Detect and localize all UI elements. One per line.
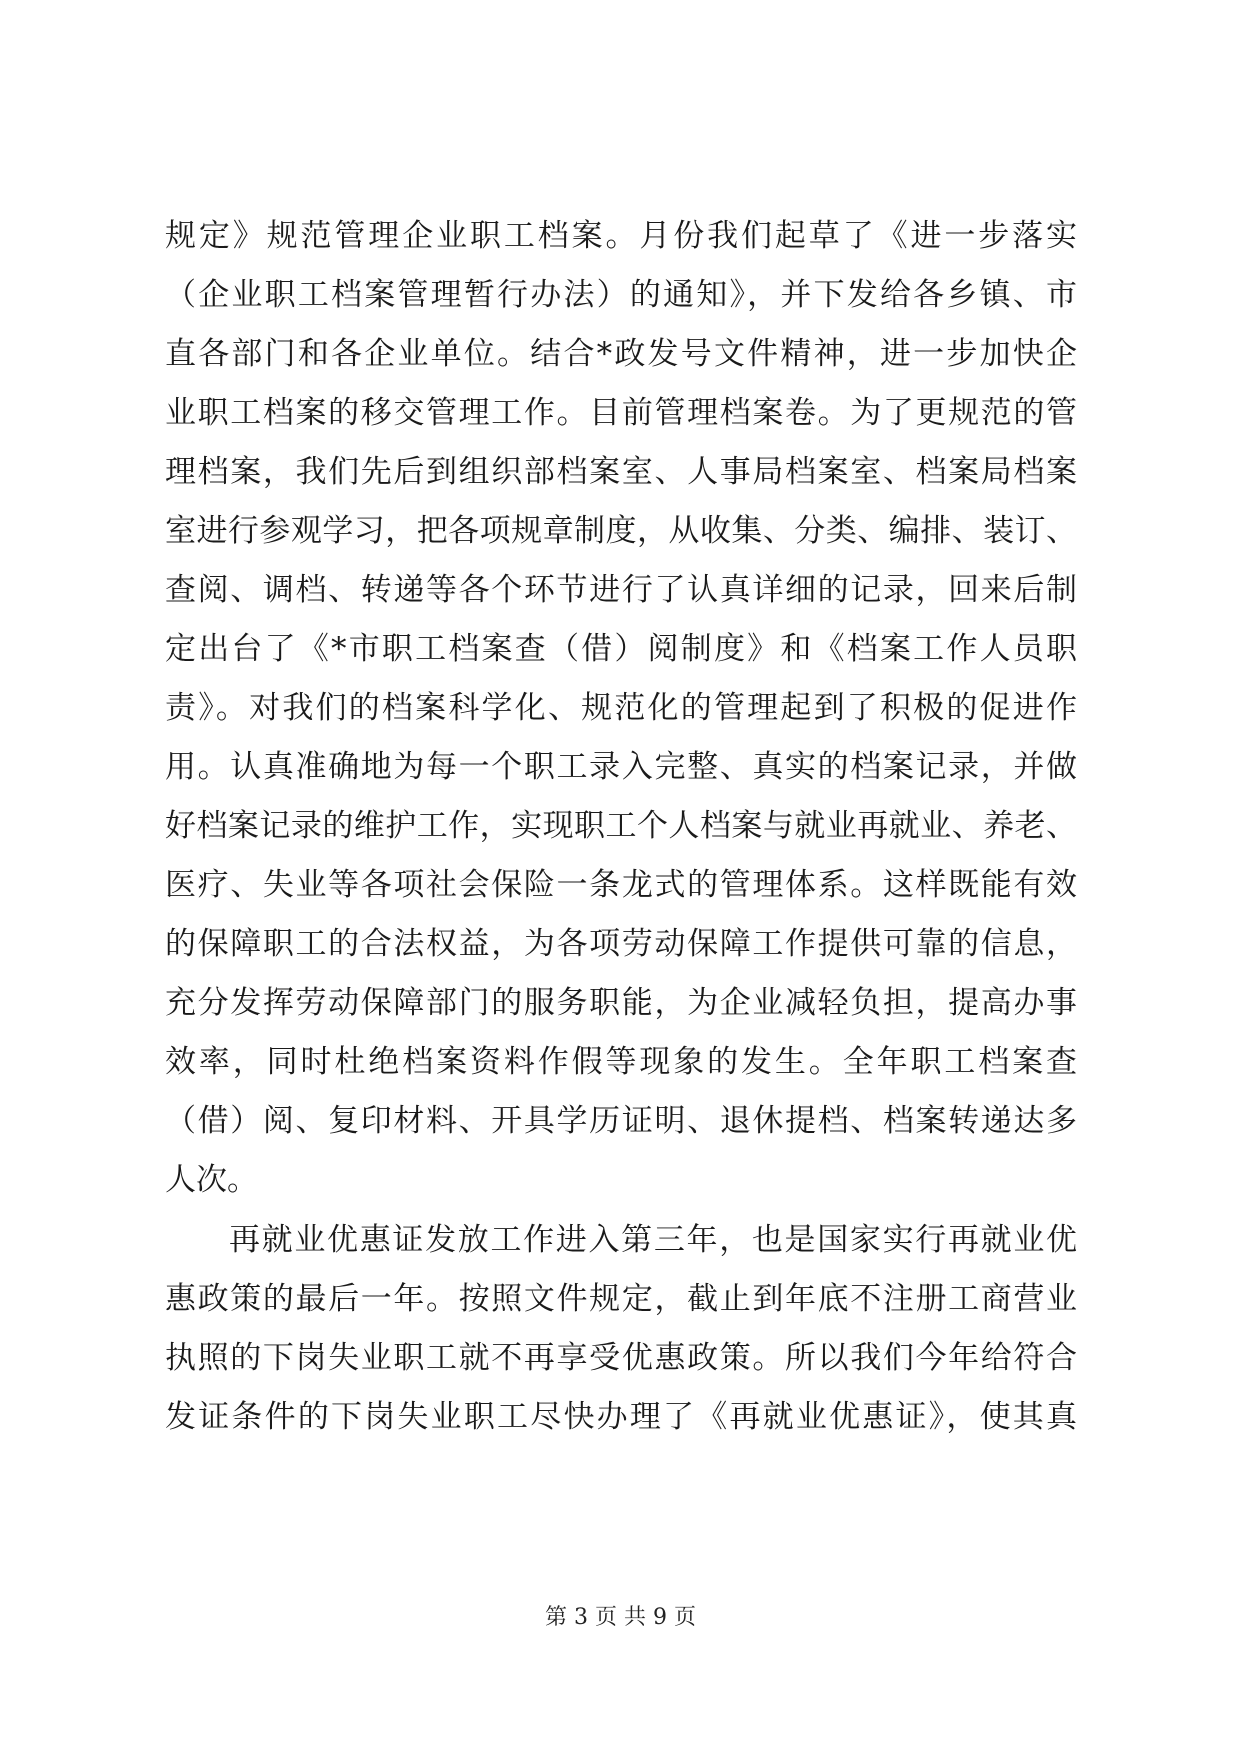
text-line: 人次。 (165, 1162, 258, 1198)
text-line: 直各部门和各企业单位。结合*政发号文件精神，进一步加快企 (165, 336, 1077, 372)
text-line: 执照的下岗失业职工就不再享受优惠政策。所以我们今年给符合 (165, 1340, 1077, 1376)
text-line: 业职工档案的移交管理工作。目前管理档案卷。为了更规范的管 (165, 395, 1077, 431)
text-line: 发证条件的下岗失业职工尽快办理了《再就业优惠证》，使其真 (165, 1399, 1077, 1435)
text-line: 效率，同时杜绝档案资料作假等现象的发生。全年职工档案查 (165, 1044, 1077, 1080)
text-line: 责》。对我们的档案科学化、规范化的管理起到了积极的促进作 (165, 690, 1077, 726)
text-line: 惠政策的最后一年。按照文件规定，截止到年底不注册工商营业 (165, 1281, 1077, 1317)
text-line: 充分发挥劳动保障部门的服务职能，为企业减轻负担，提高办事 (165, 985, 1077, 1021)
text-line: 用。认真准确地为每一个职工录入完整、真实的档案记录，并做 (165, 749, 1077, 785)
text-line: 医疗、失业等各项社会保险一条龙式的管理体系。这样既能有效 (165, 867, 1077, 903)
text-line: 室进行参观学习，把各项规章制度，从收集、分类、编排、装订、 (165, 513, 1077, 549)
text-line: 查阅、调档、转递等各个环节进行了认真详细的记录，回来后制 (165, 572, 1077, 608)
text-line: （企业职工档案管理暂行办法）的通知》，并下发给各乡镇、市 (165, 277, 1077, 313)
text-line: 定出台了《*市职工档案查（借）阅制度》和《档案工作人员职 (165, 631, 1077, 667)
text-line: 的保障职工的合法权益，为各项劳动保障工作提供可靠的信息， (165, 926, 1077, 962)
text-line: 好档案记录的维护工作，实现职工个人档案与就业再就业、养老、 (165, 808, 1077, 844)
text-line: 理档案，我们先后到组织部档案室、人事局档案室、档案局档案 (165, 454, 1077, 490)
text-line: （借）阅、复印材料、开具学历证明、退休提档、档案转递达多 (165, 1103, 1077, 1139)
page-number-footer: 第 3 页 共 9 页 (545, 1605, 696, 1630)
paragraph-first-line: 再就业优惠证发放工作进入第三年，也是国家实行再就业优 (229, 1222, 1077, 1258)
text-line: 规定》规范管理企业职工档案。月份我们起草了《进一步落实 (165, 218, 1077, 254)
